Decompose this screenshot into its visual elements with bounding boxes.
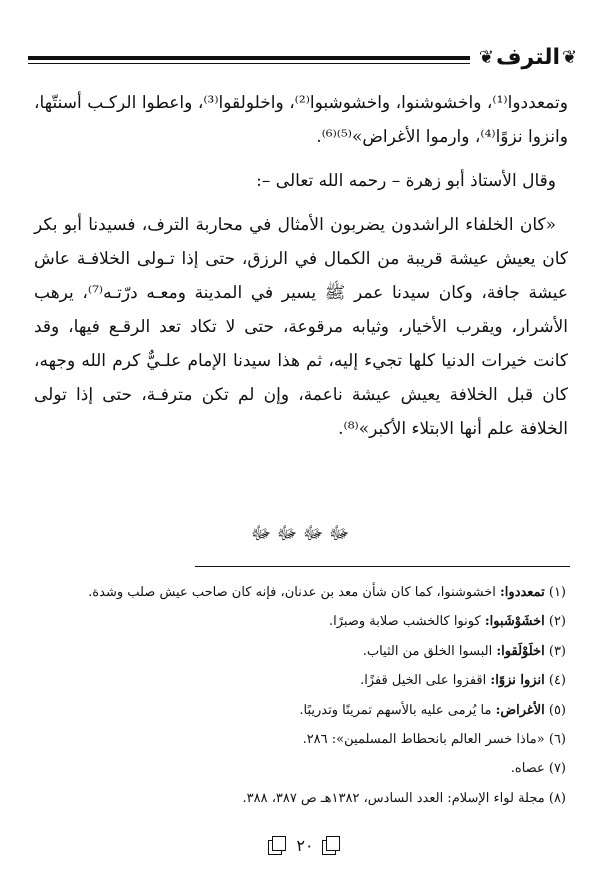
header-title-block: [476, 40, 580, 74]
book-pages-icon: [268, 836, 288, 854]
chapter-title: الترف: [495, 44, 561, 70]
header-rule-thin: [28, 63, 470, 64]
main-text: [34, 86, 568, 446]
footnote-item: (٥) الأغراض: ما يُرمى عليه بالأسهم تمرينًا وتدريبًا.: [299, 702, 566, 718]
paragraph-1: وتمعددوا⁽¹⁾، واخشوشنوا، واخشوشبوا⁽²⁾، واخلولقوا⁽³⁾، واعطوا الركـب أسنتّها، وانزوا نزوًا⁽⁴⁾، وارموا الأغراض»⁽⁵⁾⁽⁶⁾.: [34, 93, 568, 147]
page-number: ٢٠: [296, 835, 314, 855]
footnote-rule: [195, 566, 570, 567]
footnote-item: (٤) انزوا نزوًا: اقفزوا على الخيل قفزًا.: [360, 673, 566, 689]
page-header: [28, 40, 580, 74]
footnote-item: (٧) عصاه.: [510, 761, 566, 777]
footnote-item: (٣) اخلَوْلَقوا: البسوا الخلق من الثياب.: [362, 643, 566, 659]
paragraph-3: «كان الخلفاء الراشدون يضربون الأمثال في محاربة الترف، فسيدنا أبو بكر كان يعيش عيشة قريبة من الكمال في الرزق، حتى إذا تـولى الخلافـة عاش عيشة جافة، وكان سيدنا عمر ﷺ يسير في المدينة ومعـه درّتـه⁽⁷⁾، يرهب الأشرار، ويقرب الأخيار، وثيابه مرقوعة، حتى لا تكاد تعد الرقـع فيها، وقد كانت خيرات الدنيا كلها تجيء إليه، ثم هذا سيدنا الإمام علـيٌّ كرم الله وجهه، كان قبل الخلافة يعيش عيشة ناعمة، وإن لم تكن مترفـة، حتى إذا تولى الخلافة علم أنها الابتلاء الأكبر»⁽⁸⁾.: [34, 215, 569, 439]
page-number-block: [255, 830, 355, 860]
footnotes: [30, 578, 566, 813]
footnote-item: (١) تمعددوا: اخشوشنوا، كما كان شأن معد بن عدنان، فإنه كان صاحب عيش صلب وشدة.: [88, 585, 566, 600]
footnote-item: (٦) «ماذا خسر العالم بانحطاط المسلمين»: ٢٨٦.: [302, 732, 566, 748]
footnote-item: (٢) اخشَوْشَبوا: كونوا كالخشب صلابة وصبرًا.: [329, 614, 566, 630]
ornament-icon: ❦: [478, 46, 494, 68]
ornament-icon: ❦: [562, 46, 578, 68]
header-rule: [28, 56, 470, 60]
paragraph-2: وقال الأستاذ أبو زهرة – رحمه الله تعالى –:: [256, 171, 556, 191]
book-pages-icon: [322, 836, 342, 854]
section-separator: ﷻ ﷻ ﷻ ﷻ: [250, 523, 350, 544]
footnote-item: (٨) مجلة لواء الإسلام: العدد السادس، ١٣٨٢هـ ص ٣٨٧، ٣٨٨.: [242, 790, 566, 806]
